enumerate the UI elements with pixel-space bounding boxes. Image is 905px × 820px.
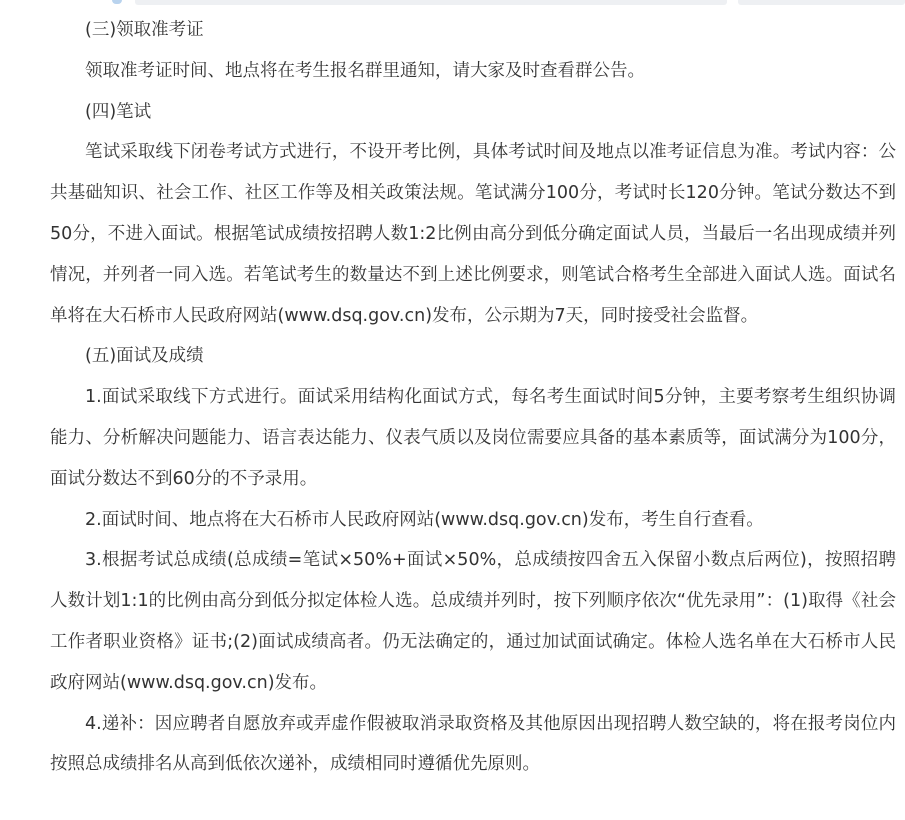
paragraph-interview-method: 1.面试采取线下方式进行。面试采用结构化面试方式，每名考生面试时间5分钟，主要考察考生组织协调能力、分析解决问题能力、语言表达能力、仪表气质以及岗位需要应具备的基本素质等，面试满分为100分，面试分数达不到60分的不予录用。 <box>50 387 896 489</box>
paragraph-admission-ticket: 领取准考证时间、地点将在考生报名群里通知，请大家及时查看群公告。 <box>85 60 645 81</box>
section-heading-interview: (五)面试及成绩 <box>85 346 204 367</box>
paragraph-interview-time: 2.面试时间、地点将在大石桥市人民政府网站(www.dsq.gov.cn)发布，考生自行查看。 <box>85 509 764 530</box>
article-body <box>50 10 896 785</box>
toolbar-field-left <box>135 0 727 5</box>
toolbar-field-right <box>738 0 905 5</box>
top-toolbar-remnant <box>0 0 905 6</box>
paragraph-written-exam: 笔试采取线下闭卷考试方式进行，不设开考比例，具体考试时间及地点以准考证信息为准。考试内容：公共基础知识、社会工作、社区工作等及相关政策法规。笔试满分100分，考试时长120分钟。笔试分数达不到50分，不进入面试。根据笔试成绩按招聘人数1:2比例由高分到低分确定面试人员，当最后一名出现成绩并列情况，并列者一同入选。若笔试考生的数量达不到上述比例要求，则笔试合格考生全部进入面试人选。面试名单将在大石桥市人民政府网站(www.dsq.gov.cn)发布，公示期为7天，同时接受社会监督。 <box>50 142 896 326</box>
section-heading-written-exam: (四)笔试 <box>85 101 152 122</box>
toolbar-icon <box>112 0 122 4</box>
paragraph-total-score: 3.根据考试总成绩(总成绩=笔试×50%+面试×50%，总成绩按四舍五入保留小数点后两位)，按照招聘人数计划1:1的比例由高分到低分拟定体检人选。总成绩并列时，按下列顺序依次“优先录用”：(1)取得《社会工作者职业资格》证书;(2)面试成绩高者。仍无法确定的，通过加试面试确定。体检人选名单在大石桥市人民政府网站(www.dsq.gov.cn)发布。 <box>50 550 896 693</box>
section-heading-admission-ticket: (三)领取准考证 <box>85 20 204 40</box>
paragraph-replacement: 4.递补：因应聘者自愿放弃或弄虚作假被取消录取资格及其他原因出现招聘人数空缺的，将在报考岗位内按照总成绩排名从高到低依次递补，成绩相同时遵循优先原则。 <box>50 713 896 775</box>
